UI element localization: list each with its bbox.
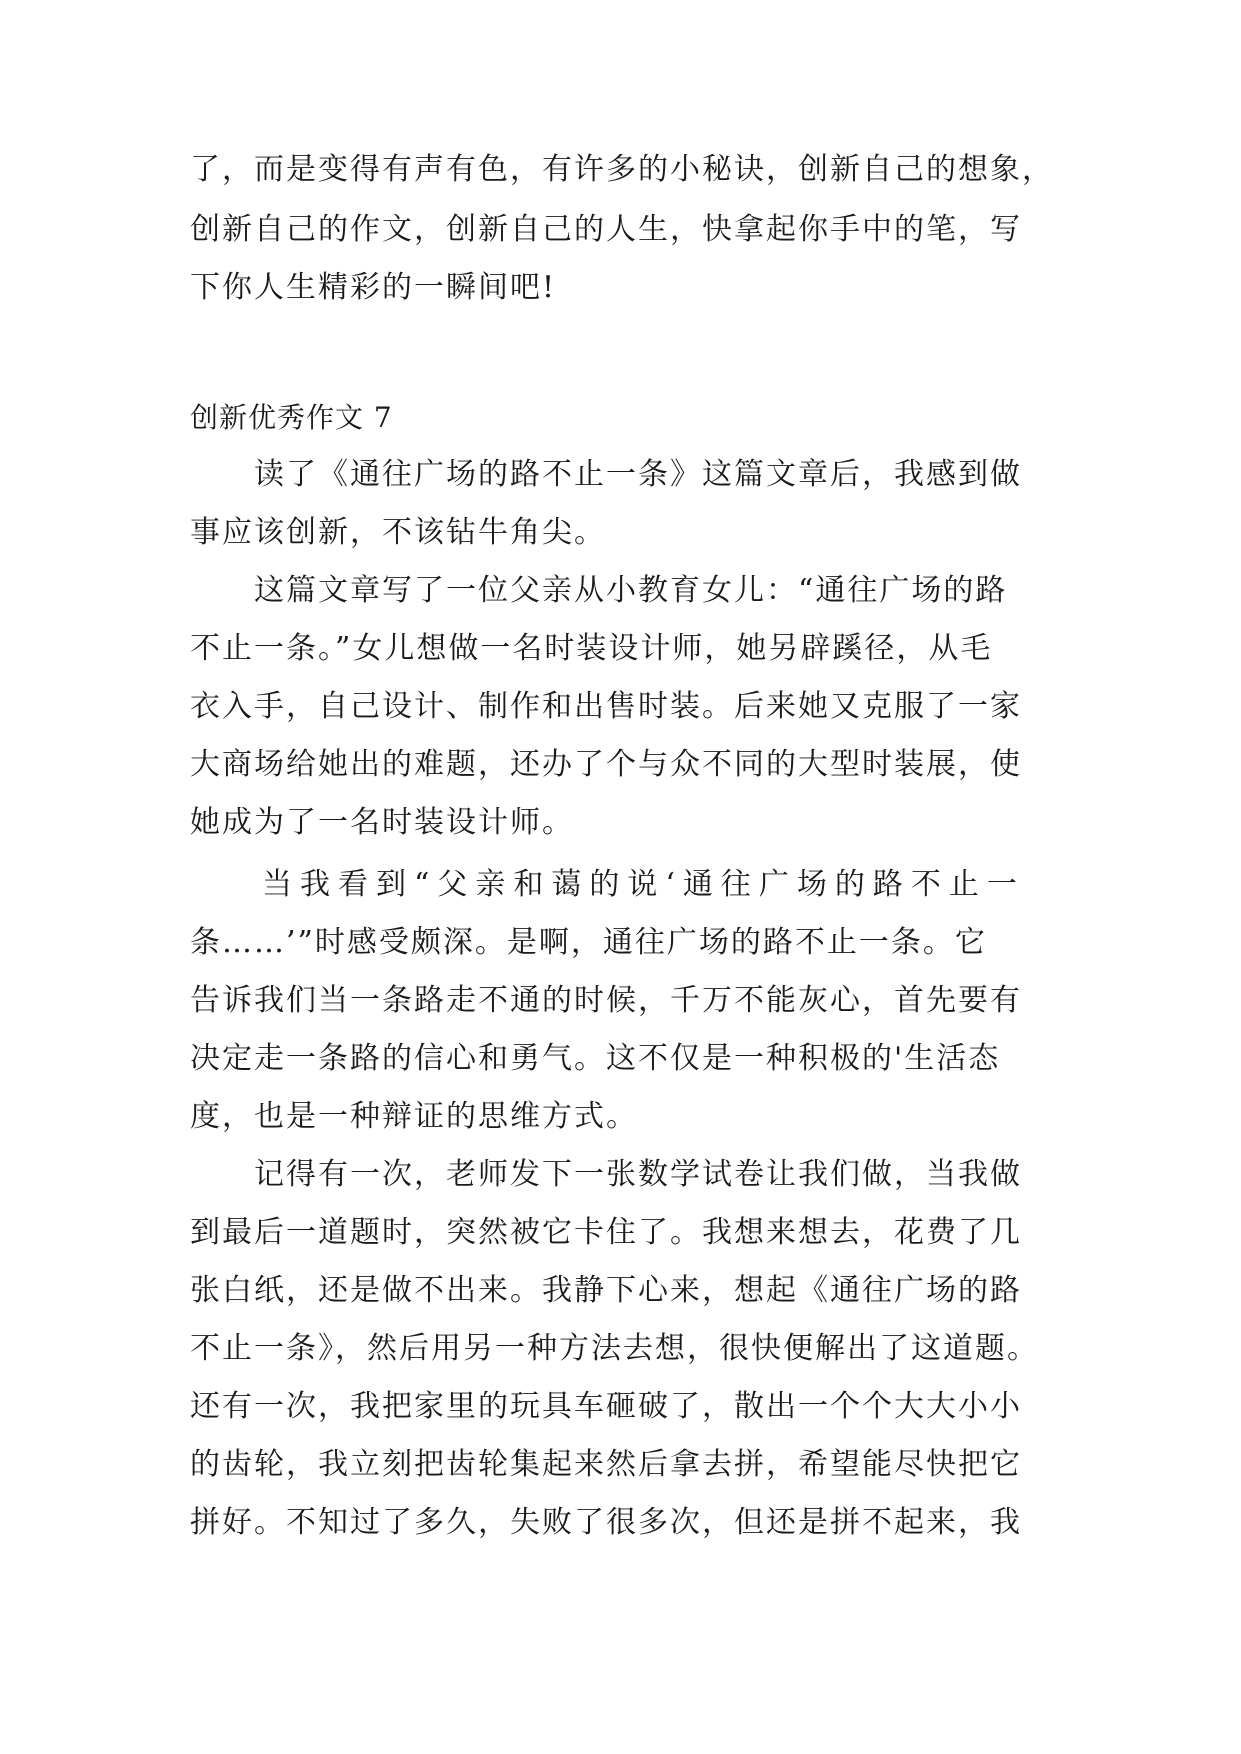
paragraph-4-line-1: 记得有一次，老师发下一张数学试卷让我们做，当我做 — [254, 1157, 1022, 1192]
paragraph-3-line-5: 度，也是一种辩证的思维方式。 — [190, 1099, 638, 1134]
paragraph-2-line-1: 这篇文章写了一位父亲从小教育女儿：“通往广场的路 — [254, 573, 1008, 608]
paragraph-4-line-2: 到最后一道题时，突然被它卡住了。我想来想去，花费了几 — [190, 1215, 1022, 1250]
paragraph-4-line-7: 拼好。不知过了多久，失败了很多次，但还是拼不起来，我 — [190, 1505, 1022, 1540]
paragraph-4-line-6: 的齿轮，我立刻把齿轮集起来然后拿去拼，希望能尽快把它 — [190, 1447, 1022, 1482]
paragraph-3-line-1: 当我看到“父亲和蔼的说‘通往广场的路不止一 — [262, 867, 1025, 902]
intro-line-2: 创新自己的作文，创新自己的人生，快拿起你手中的笔，写 — [190, 212, 1022, 247]
paragraph-2-line-2: 不止一条。”女儿想做一名时装设计师，她另辟蹊径，从毛 — [190, 631, 993, 666]
paragraph-1-line-1: 读了《通往广场的路不止一条》这篇文章后，我感到做 — [254, 457, 1022, 492]
paragraph-3-line-4: 决定走一条路的信心和勇气。这不仅是一种积极的'生活态 — [190, 1041, 1001, 1076]
paragraph-1-line-2: 事应该创新，不该钻牛角尖。 — [190, 515, 606, 550]
paragraph-4-line-5: 还有一次，我把家里的玩具车砸破了，散出一个个大大小小 — [190, 1389, 1022, 1424]
paragraph-4-line-3: 张白纸，还是做不出来。我静下心来，想起《通往广场的路 — [190, 1273, 1022, 1308]
paragraph-3-line-3: 告诉我们当一条路走不通的时候，千万不能灰心，首先要有 — [190, 983, 1022, 1018]
intro-line-3: 下你人生精彩的一瞬间吧! — [190, 270, 557, 305]
paragraph-2-line-5: 她成为了一名时装设计师。 — [190, 805, 574, 840]
section-title: 创新优秀作文 7 — [190, 401, 393, 434]
paragraph-2-line-4: 大商场给她出的难题，还办了个与众不同的大型时装展，使 — [190, 747, 1022, 782]
paragraph-3-line-2: 条……’”时感受颇深。是啊，通往广场的路不止一条。它 — [190, 925, 987, 960]
paragraph-2-line-3: 衣入手，自己设计、制作和出售时装。后来她又克服了一家 — [190, 689, 1022, 724]
intro-line-1: 了，而是变得有声有色，有许多的小秘诀，创新自己的想象， — [190, 152, 1054, 187]
paragraph-4-line-4: 不止一条》，然后用另一种方法去想，很快便解出了这道题。 — [190, 1331, 1039, 1366]
